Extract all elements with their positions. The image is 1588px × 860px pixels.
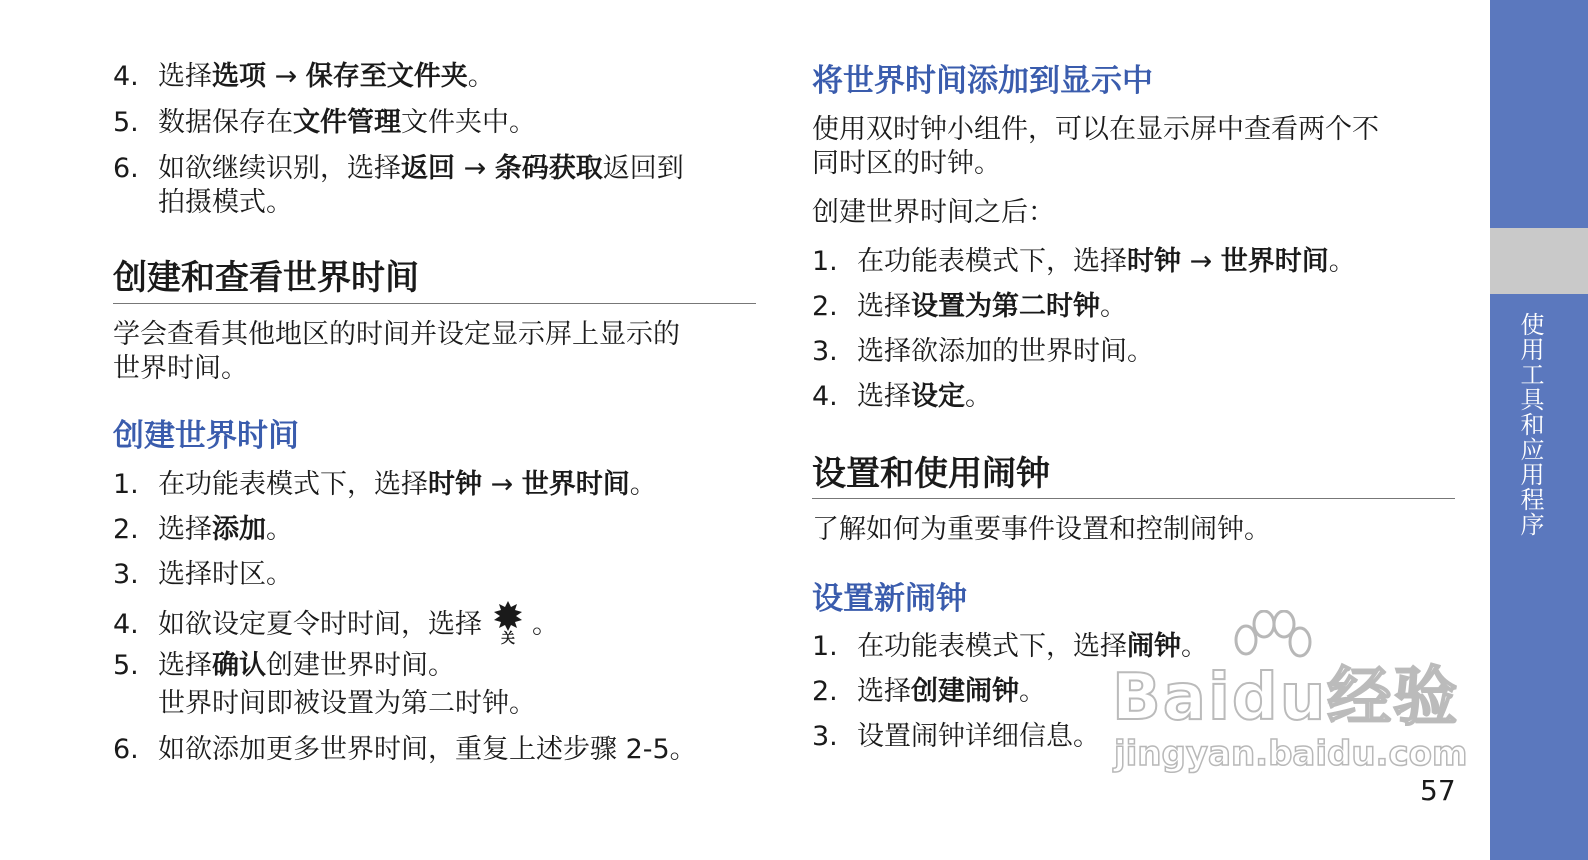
text-run: 选择时区。: [158, 559, 293, 590]
step-number: 3.: [113, 559, 139, 590]
subsection-title-new-alarm: 设置新闹钟: [812, 581, 967, 617]
text-run: 选择: [158, 514, 212, 545]
bold-term: 添加: [212, 514, 266, 545]
section-title-world-time: 创建和查看世界时间: [113, 258, 419, 298]
step-text-end: 。: [532, 609, 559, 640]
bold-term: 返回: [401, 153, 455, 184]
gear-icon-label: 关: [501, 631, 515, 647]
step-number: 6.: [113, 153, 139, 184]
bold-term: 世界时间: [521, 469, 630, 500]
step-display-3: [812, 335, 1154, 369]
bold-term: 条码获取: [494, 153, 603, 184]
text-run: 选择: [158, 61, 212, 92]
step-number: 3.: [812, 336, 838, 367]
step-alarm-2: [812, 675, 1046, 709]
bold-term: 设置为第二时钟: [911, 291, 1100, 322]
step-text: [158, 153, 684, 184]
text-run: 在功能表模式下，选择: [857, 246, 1127, 277]
step-display-4: [812, 380, 992, 414]
bold-term: 闹钟: [1127, 631, 1181, 662]
step-alarm-3: [812, 720, 1100, 754]
step-text: [158, 469, 657, 500]
step-create-3: [113, 558, 293, 592]
bold-term: 世界时间: [1220, 246, 1329, 277]
text-run: →: [482, 469, 522, 500]
page-number: 57: [1420, 774, 1456, 807]
bold-term: 设定: [911, 381, 965, 412]
bold-term: 时钟: [428, 469, 482, 500]
text-run: 如欲继续识别，选择: [158, 153, 401, 184]
step-create-2: [113, 513, 293, 547]
text-run: 。: [1328, 246, 1356, 277]
step-text: [158, 650, 455, 681]
text-run: 选择: [158, 650, 212, 681]
step-text: [158, 559, 293, 590]
step-number: 2.: [812, 676, 838, 707]
step-text: [158, 514, 293, 545]
after-create-text: 创建世界时间之后：: [812, 197, 1055, 228]
text-run: 。: [629, 469, 657, 500]
text-run: 在功能表模式下，选择: [158, 469, 428, 500]
text-run: 在功能表模式下，选择: [857, 631, 1127, 662]
step-continuation: 世界时间即被设置为第二时钟。: [158, 688, 536, 719]
text-run: →: [1181, 246, 1221, 277]
step-save-6: [113, 152, 684, 186]
step-text: [857, 246, 1356, 277]
step-number: 1.: [812, 631, 838, 662]
step-number: 4.: [113, 609, 139, 640]
watermark-brand: Baidu经验: [1112, 661, 1460, 735]
bold-term: 确认: [212, 650, 266, 681]
text-run: 设置闹钟详细信息。: [857, 721, 1100, 752]
subsection-title-create-world-time: 创建世界时间: [113, 418, 299, 454]
step-text: [857, 676, 1046, 707]
text-run: 文件夹中。: [401, 107, 536, 138]
step-text: [857, 631, 1208, 662]
section-intro-alarm: 了解如何为重要事件设置和控制闹钟。: [812, 514, 1271, 545]
section-divider: [812, 498, 1455, 499]
step-number: 6.: [113, 734, 139, 765]
bold-term: 文件管理: [293, 107, 401, 138]
intro-line-2: 同时区的时钟。: [812, 148, 1001, 179]
step-text: [857, 336, 1154, 367]
step-number: 1.: [113, 469, 139, 500]
text-run: 。: [467, 61, 495, 92]
section-title-alarm: 设置和使用闹钟: [812, 454, 1050, 494]
step-text: [857, 381, 992, 412]
step-continuation: 拍摄模式。: [158, 187, 293, 218]
text-run: 如欲添加更多世界时间，重复上述步骤 2-5。: [158, 734, 697, 765]
step-text: [158, 107, 536, 138]
step-display-2: [812, 290, 1127, 324]
text-run: →: [266, 61, 306, 92]
text-run: 。: [1100, 291, 1127, 322]
text-run: 选择: [857, 381, 911, 412]
step-text: [158, 61, 495, 92]
gear-icon: [488, 603, 528, 647]
step-text: [158, 734, 697, 765]
text-run: →: [455, 153, 495, 184]
step-number: 4.: [113, 61, 139, 92]
step-create-1: [113, 468, 657, 502]
step-display-1: [812, 245, 1356, 279]
text-run: 选择: [857, 676, 911, 707]
chapter-label: 使用工具和应用程序: [1516, 312, 1544, 537]
intro-line-1: 使用双时钟小组件，可以在显示屏中查看两个不: [812, 114, 1379, 145]
text-run: 数据保存在: [158, 107, 293, 138]
step-text: [857, 291, 1127, 322]
section-intro-line-1: 学会查看其他地区的时间并设定显示屏上显示的: [113, 319, 680, 350]
step-save-4: [113, 60, 495, 94]
bold-term: 选项: [212, 61, 266, 92]
bold-term: 保存至文件夹: [305, 61, 468, 92]
step-number: 5.: [113, 650, 139, 681]
text-run: 。: [266, 514, 293, 545]
chapter-sidebar: [1490, 0, 1588, 860]
subsection-title-add-to-display: 将世界时间添加到显示中: [812, 63, 1153, 99]
text-run: 如欲设定夏令时时间，选择: [158, 609, 482, 640]
text-run: 创建世界时间。: [266, 650, 455, 681]
watermark-url: jingyan.baidu.com: [1114, 734, 1468, 774]
step-number: 2.: [113, 514, 139, 545]
section-divider: [113, 303, 756, 304]
step-number: 2.: [812, 291, 838, 322]
bold-term: 创建闹钟: [911, 676, 1019, 707]
step-text: [158, 609, 482, 640]
step-create-6: [113, 733, 697, 767]
step-create-5: [113, 649, 455, 683]
text-run: 选择欲添加的世界时间。: [857, 336, 1154, 367]
text-run: 。: [965, 381, 992, 412]
section-intro-line-2: 世界时间。: [113, 353, 248, 384]
text-run: 选择: [857, 291, 911, 322]
step-alarm-1: [812, 630, 1208, 664]
text-run: 。: [1181, 631, 1208, 662]
step-save-5: [113, 106, 536, 140]
chapter-tab-marker: [1490, 228, 1588, 294]
text-run: 。: [1019, 676, 1046, 707]
step-create-4: [113, 603, 559, 647]
step-number: 5.: [113, 107, 139, 138]
step-text: [857, 721, 1100, 752]
step-number: 1.: [812, 246, 838, 277]
text-run: 返回到: [602, 153, 684, 184]
step-number: 4.: [812, 381, 838, 412]
paw-icon: [1224, 610, 1314, 680]
step-number: 3.: [812, 721, 838, 752]
bold-term: 时钟: [1127, 246, 1181, 277]
